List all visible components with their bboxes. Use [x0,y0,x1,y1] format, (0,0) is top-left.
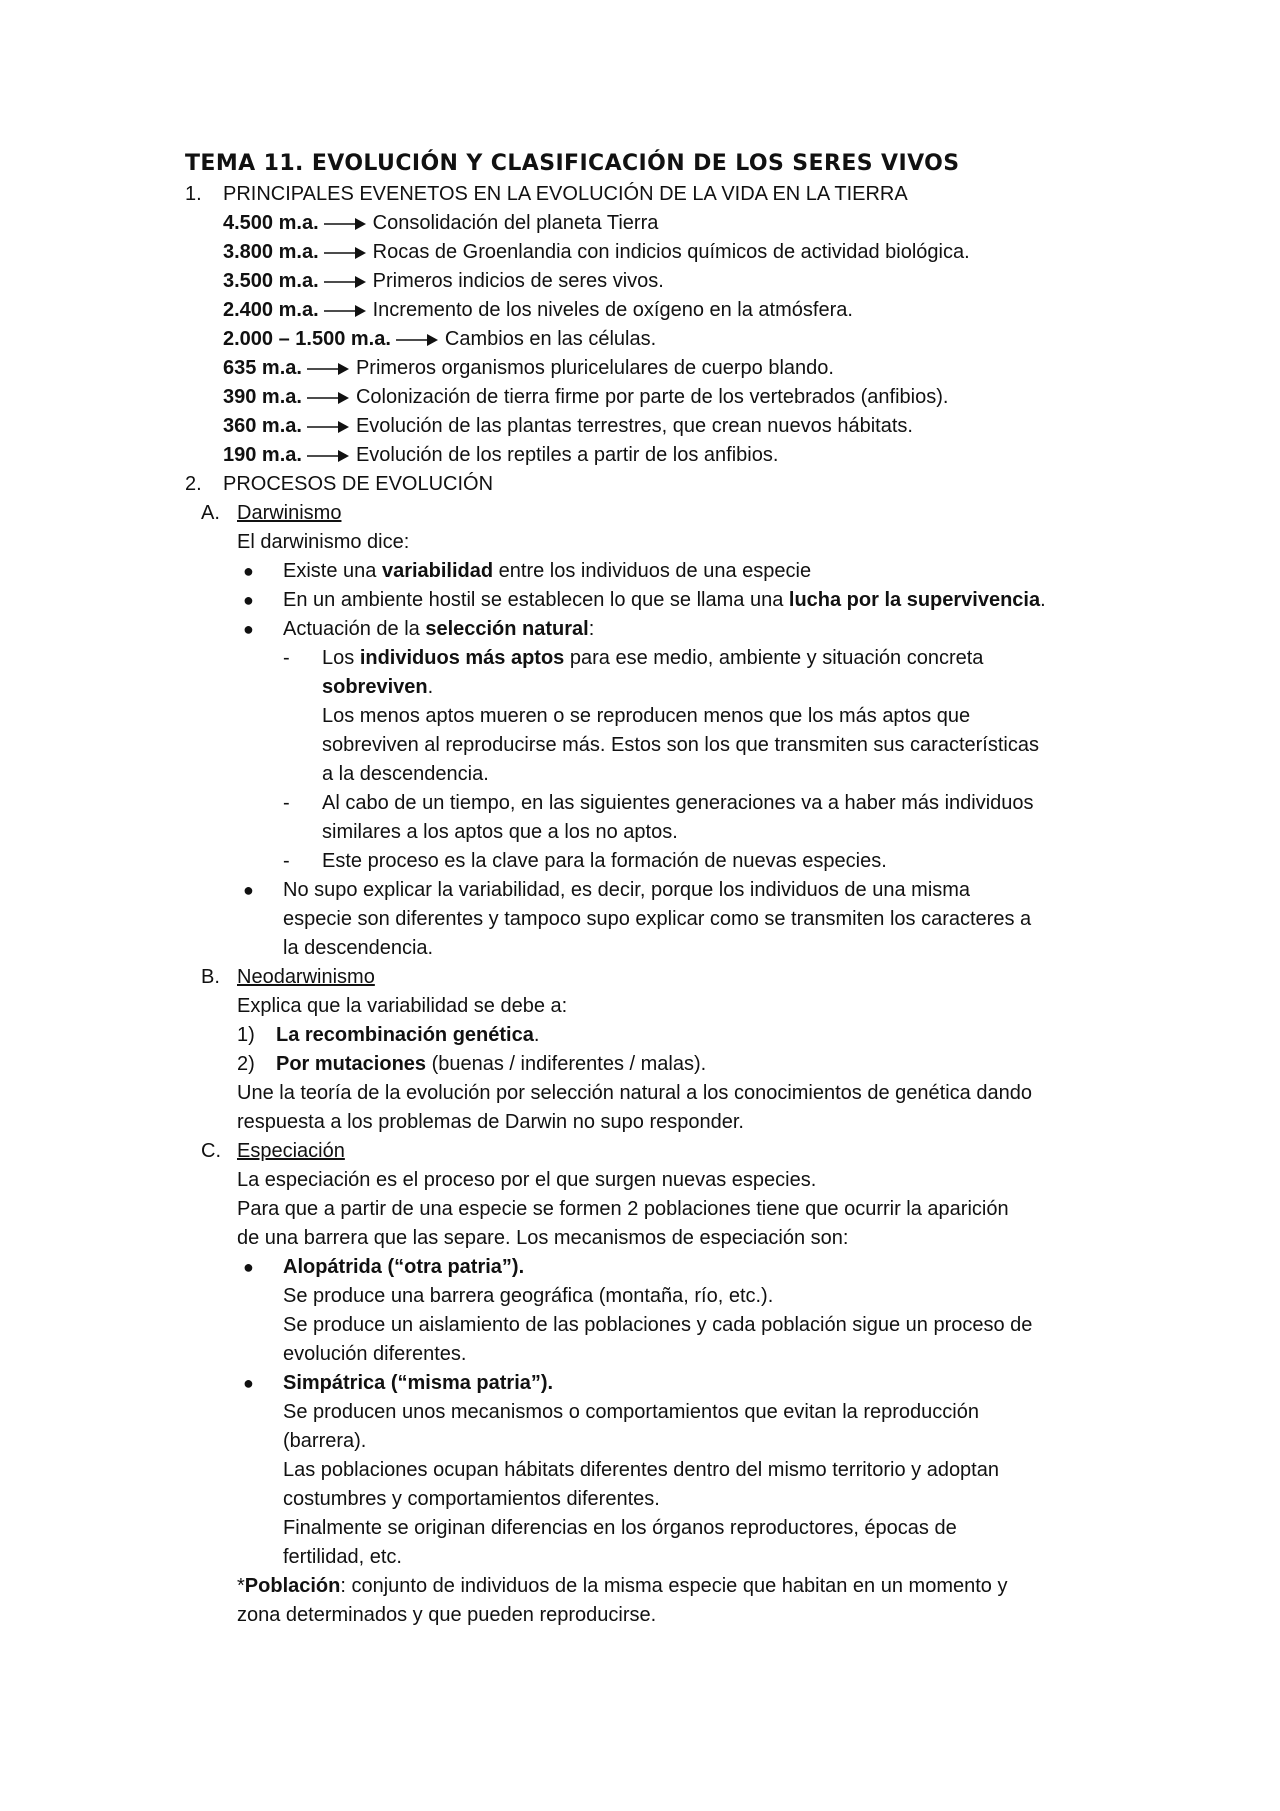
bullet-continuation: especie son diferentes y tampoco supo explicar como se transmiten los caracteres a [283,908,1032,930]
bullet-item: ● Existe una variabilidad entre los individuos de una especie [185,557,1115,586]
dash-item: - Al cabo de un tiempo, en las siguientes generaciones va a haber más individuos [185,789,1115,818]
numbered-item: 2) Por mutaciones (buenas / indiferentes / malas). [185,1050,1115,1079]
bullet-item: ● Alopátrida (“otra patria”). [185,1253,1115,1282]
event-date: 2.000 – 1.500 m.a. [223,328,391,350]
arrow-right-icon [323,246,367,260]
dash-item-continuation: similares a los aptos que a los no aptos. [322,821,678,843]
event-row [185,296,1115,325]
arrow-right-icon [306,391,350,405]
event-row [185,441,1115,470]
paragraph: Se produce un aislamiento de las poblaciones y cada población sigue un proceso de [283,1314,1033,1336]
event-date: 190 m.a. [223,444,302,466]
paragraph: Las poblaciones ocupan hábitats diferentes dentro del mismo territorio y adoptan [283,1459,999,1481]
paragraph: de una barrera que las separe. Los mecanismos de especiación son: [237,1227,849,1249]
page-title: TEMA 11. EVOLUCIÓN Y CLASIFICACIÓN DE LOS SERES VIVOS [185,151,960,176]
definition-note-continuation: zona determinados y que pueden reproducirse. [237,1604,657,1626]
event-row [185,209,1115,238]
bullet-icon: ● [243,561,254,581]
bullet-icon: ● [243,1257,254,1277]
section-1-heading [185,180,1115,209]
event-date: 4.500 m.a. [223,212,319,234]
dash-icon: - [283,647,290,669]
paragraph: Finalmente se originan diferencias en los órganos reproductores, épocas de [283,1517,957,1539]
section-title: PROCESOS DE EVOLUCIÓN [223,473,494,495]
event-date: 360 m.a. [223,415,302,437]
section-2-heading [185,470,1115,499]
bullet-continuation: la descendencia. [283,937,434,959]
dash-item: - Los individuos más aptos para ese medio, ambiente y situación concreta [185,644,1115,673]
arrow-right-icon [395,333,439,347]
subsection-title: Especiación [237,1140,345,1162]
section-number: 1. [185,183,202,205]
paragraph: Se produce una barrera geográfica (montaña, río, etc.). [283,1285,774,1307]
bullet-icon: ● [243,619,254,639]
bullet-item: ● En un ambiente hostil se establecen lo que se llama una lucha por la supervivencia. [185,586,1115,615]
dash-icon: - [283,850,290,872]
paragraph: Los menos aptos mueren o se reproducen menos que los más aptos que [322,705,971,727]
item-number: 2) [237,1053,255,1075]
bullet-item: ● Actuación de la selección natural: [185,615,1115,644]
subsection-letter: B. [201,966,220,988]
event-text: Rocas de Groenlandia con indicios químicos de actividad biológica. [372,241,970,263]
arrow-right-icon [306,420,350,434]
numbered-item: 1) La recombinación genética. [185,1021,1115,1050]
bullet-icon: ● [243,880,254,900]
subsection-a-heading [185,499,1115,528]
event-date: 2.400 m.a. [223,299,319,321]
dash-item: - Este proceso es la clave para la formación de nuevas especies. [185,847,1115,876]
event-text: Cambios en las células. [444,328,657,350]
paragraph: La especiación es el proceso por el que surgen nuevas especies. [237,1169,817,1191]
paragraph: Une la teoría de la evolución por selección natural a los conocimientos de genética dando [237,1082,1032,1104]
paragraph: sobreviven al reproducirse más. Estos son los que transmiten sus características [322,734,1039,756]
arrow-right-icon [306,449,350,463]
paragraph: El darwinismo dice: [237,531,410,553]
subsection-title: Darwinismo [237,502,342,524]
paragraph: Para que a partir de una especie se formen 2 poblaciones tiene que ocurrir la aparición [237,1198,1009,1220]
item-number: 1) [237,1024,255,1046]
subsection-b-heading [185,963,1115,992]
event-text: Primeros organismos pluricelulares de cuerpo blando. [355,357,834,379]
event-text: Evolución de las plantas terrestres, que crean nuevos hábitats. [355,415,913,437]
event-text: Consolidación del planeta Tierra [372,212,659,234]
dash-item-continuation: sobreviven. [322,676,434,698]
event-date: 635 m.a. [223,357,302,379]
event-text: Colonización de tierra firme por parte de los vertebrados (anfibios). [355,386,949,408]
event-row [185,325,1115,354]
arrow-right-icon [323,217,367,231]
bullet-icon: ● [243,590,254,610]
arrow-right-icon [306,362,350,376]
paragraph: Se producen unos mecanismos o comportamientos que evitan la reproducción [283,1401,979,1423]
paragraph: (barrera). [283,1430,367,1452]
bullet-item: ● Simpátrica (“misma patria”). [185,1369,1115,1398]
event-date: 3.500 m.a. [223,270,319,292]
bullet-icon: ● [243,1373,254,1393]
subsection-letter: C. [201,1140,221,1162]
paragraph: evolución diferentes. [283,1343,467,1365]
arrow-right-icon [323,275,367,289]
event-row [185,354,1115,383]
paragraph: respuesta a los problemas de Darwin no supo responder. [237,1111,744,1133]
events-list [185,209,1115,470]
event-text: Primeros indicios de seres vivos. [372,270,664,292]
document-body [185,148,1115,1630]
definition-note: *Población: conjunto de individuos de la misma especie que habitan en un momento y [237,1575,1008,1597]
section-title: PRINCIPALES EVENETOS EN LA EVOLUCIÓN DE LA VIDA EN LA TIERRA [223,183,908,205]
event-row [185,412,1115,441]
bullet-item: ● No supo explicar la variabilidad, es decir, porque los individuos de una misma [185,876,1115,905]
event-row [185,267,1115,296]
arrow-right-icon [323,304,367,318]
event-text: Incremento de los niveles de oxígeno en la atmósfera. [372,299,853,321]
event-row [185,383,1115,412]
event-date: 390 m.a. [223,386,302,408]
event-row [185,238,1115,267]
section-number: 2. [185,473,202,495]
subsection-title: Neodarwinismo [237,966,375,988]
paragraph: fertilidad, etc. [283,1546,402,1568]
paragraph: a la descendencia. [322,763,489,785]
subsection-letter: A. [201,502,220,524]
dash-icon: - [283,792,290,814]
subsection-c-heading [185,1137,1115,1166]
paragraph: Explica que la variabilidad se debe a: [237,995,568,1017]
event-date: 3.800 m.a. [223,241,319,263]
paragraph: costumbres y comportamientos diferentes. [283,1488,660,1510]
event-text: Evolución de los reptiles a partir de los anfibios. [355,444,779,466]
